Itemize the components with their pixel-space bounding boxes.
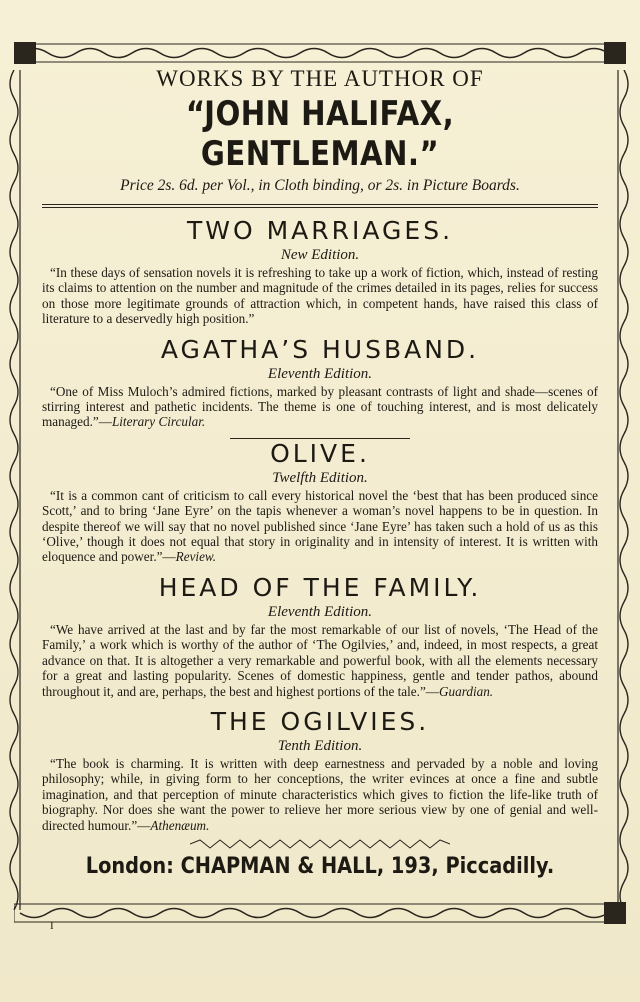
book-title: HEAD OF THE FAMILY. xyxy=(158,572,482,602)
right-border-ornament xyxy=(612,70,634,910)
book-edition: Eleventh Edition. xyxy=(267,603,373,620)
book-entry xyxy=(42,216,598,327)
printer-signature: I xyxy=(50,920,54,932)
review-source: Review. xyxy=(175,549,217,565)
review-source: Literary Circular. xyxy=(111,414,206,430)
book-review xyxy=(42,265,598,327)
book-edition: Twelfth Edition. xyxy=(272,469,368,486)
book-title: THE OGILVIES. xyxy=(210,706,430,736)
review-text: “In these days of sensation novels it is refreshing to take up a work of fiction, which, instead of resting its claims to attention on the number and magnitude of the crimes detailed in its pages, relies for success on those more legitimate grounds of attraction which, in competent hands, have raised this class of literature to a deservedly high position.” xyxy=(42,265,598,327)
book-title: OLIVE. xyxy=(270,438,370,468)
series-title: WORKS BY THE AUTHOR OF xyxy=(156,66,484,91)
book-review xyxy=(42,622,598,699)
header-rule xyxy=(42,204,598,208)
advert-content xyxy=(42,60,598,881)
book-edition: Tenth Edition. xyxy=(277,737,363,754)
book-review xyxy=(42,384,598,430)
wave-divider xyxy=(190,839,450,849)
review-source: Athenæum. xyxy=(150,817,210,833)
book-title: TWO MARRIAGES. xyxy=(186,216,454,245)
publisher-imprint: London: CHAPMAN & HALL, 193, Piccadilly. xyxy=(85,853,555,879)
review-text: “We have arrived at the last and by far the most remarkable of our list of novels, ‘The Head of the Family,’ a work which is worthy of the author of ‘The Ogilvies,’ and, indeed, in most respects, a great advance on that. It is altogether a very remarkable and powerful book, with all the elements necessary for a great and lasting popularity. Scenes of domestic happiness, gentle and tender pathos, abound throughout it, and are, perhaps, the best and highest portions of the tale.”— xyxy=(42,621,598,699)
book-review xyxy=(42,488,598,565)
left-border-ornament xyxy=(4,70,26,910)
book-entry xyxy=(42,335,598,430)
book-entry xyxy=(42,438,598,565)
book-edition: New Edition. xyxy=(280,247,360,263)
book-edition: Eleventh Edition. xyxy=(267,365,373,382)
review-text: “The book is charming. It is written with deep earnestness and pervaded by a noble and loving philosophy; while, in giving form to her conceptions, the writer evinces at once a fine and subtle imagination, and that perception of minute characteristics which gives to fiction the life-like truth of biography. Nor does she want the power to relieve her more serious view by one of genial and well-directed humour.”— xyxy=(42,755,598,833)
review-text: “It is a common cant of criticism to call every historical novel the ‘best that has been produced since Scott,’ and to bring ‘Jane Eyre’ on the tapis whenever a woman’s novel happens to be in question. In despite thereof we will say that no novel published since ‘Jane Eyre’ has taken such a hold of us as this ‘Olive,’ though it does not equal that story in originality and in intensity of interest. It is written with eloquence and power.”— xyxy=(42,487,598,565)
book-entry xyxy=(42,573,598,699)
book-review xyxy=(42,756,598,833)
review-source: Guardian. xyxy=(439,683,494,699)
book-title: AGATHA’S HUSBAND. xyxy=(160,334,480,364)
price-line: Price 2s. 6d. per Vol., in Cloth binding, or 2s. in Picture Boards. xyxy=(120,177,520,194)
author-work-title: “JOHN HALIFAX, GENTLEMAN.” xyxy=(185,94,455,174)
book-entry xyxy=(42,707,598,833)
bottom-border-ornament xyxy=(14,902,626,924)
review-text: “One of Miss Muloch’s admired fictions, marked by pleasant contrasts of light and shade—scenes of stirring interest and pathetic incidents. The theme is one of touching interest, and is most delicately managed.”— xyxy=(42,383,598,430)
